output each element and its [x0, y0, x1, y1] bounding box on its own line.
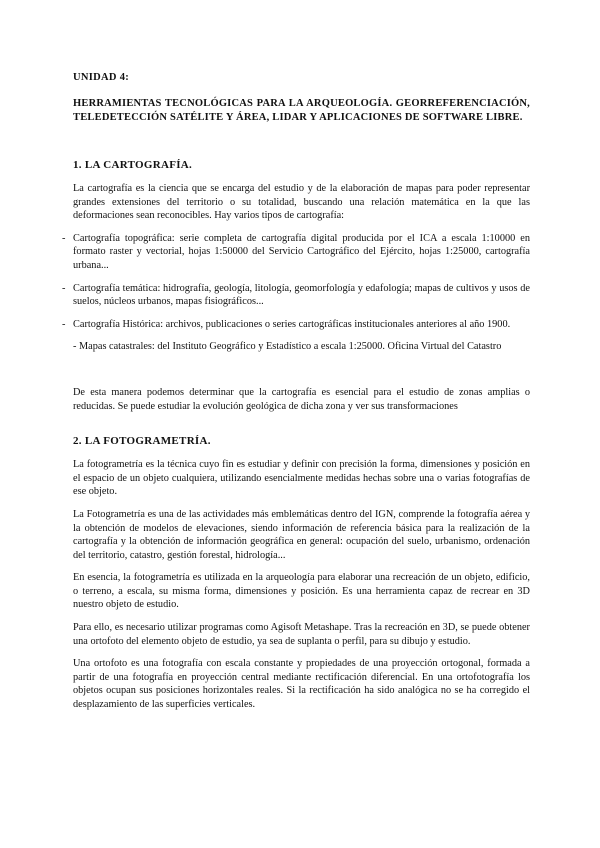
document-page [73, 72, 530, 721]
section-2-paragraph: La Fotogrametría es una de las actividades más emblemáticas dentro del IGN, comprende la fotografía aérea y la obtención de modelos de elevaciones, siendo información de referencia básica para la realización de la cartografía y la obtención de información geográfica en general: ocupación del suelo, urbanismo, ordenación del territorio, catastro, gestión forestal, hidrología... [73, 508, 530, 561]
cadastral-maps-item: - Mapas catastrales: del Instituto Geográfico y Estadístico a escala 1:25000. Oficina Virtual del Catastro [73, 341, 502, 353]
section-1-conclusion: De esta manera podemos determinar que la cartografía es esencial para el estudio de zonas amplias o reducidas. Se puede estudiar la evolución geológica de dicha zona y ver sus transformaciones [73, 386, 530, 412]
section-2-paragraph: Una ortofoto es una fotografía con escala constante y propiedades de una proyección ortogonal, formada a partir de una fotografía en proyección central mediante rectificación diferencial. En una ortofotografía los objetos ocupan sus posiciones horizontales reales. Si la rectificación ha sido analógica no se ha corregido el desplazamiento de las superficies verticales. [73, 658, 530, 711]
document-title: HERRAMIENTAS TECNOLÓGICAS PARA LA ARQUEOLOGÍA. GEORREFERENCIACIÓN, TELEDETECCIÓN SATÉLITE Y ÁREA, LIDAR Y APLICACIONES DE SOFTWARE LIBRE. [73, 98, 530, 123]
section-1-intro: La cartografía es la ciencia que se encarga del estudio y de la elaboración de mapas para poder representar grandes extensiones del territorio o su totalidad, buscando una relación matemática en la que las deformaciones sean reconocibles. Hay varios tipos de cartografía: [73, 183, 530, 222]
list-item: - Cartografía topográfica: serie completa de cartografía digital producida por el ICA a escala 1:10000 en formato raster y vectorial, hojas 1:50000 del Servicio Cartográfico del Ejército, hojas 1:25000, cartografía urbana... [62, 232, 530, 273]
section-2-paragraph: Para ello, es necesario utilizar programas como Agisoft Metashape. Tras la recreación en 3D, se puede obtener una ortofoto del elemento objeto de estudio, ya sea de suplanta o perfil, para su dibujo y estudio. [73, 622, 530, 647]
list-item: - Cartografía Histórica: archivos, publicaciones o series cartográficas institucionales anteriores al año 1900. [62, 318, 530, 332]
unit-label: UNIDAD 4: [73, 72, 130, 83]
list-item: - Cartografía temática: hidrografía, geología, litología, geomorfología y edafología; mapas de cultivos y usos de suelos, núcleos urbanos, mapas fisiográficos... [62, 282, 530, 309]
section-2-heading: 2. LA FOTOGRAMETRÍA. [73, 435, 211, 448]
section-2-paragraph: En esencia, la fotogrametría es utilizada en la arqueología para elaborar una recreación de un objeto, edificio, o terreno, a escala, su misma forma, dimensiones y posición. Es una herramienta capaz de recrear en 3D nuestro objeto de estudio. [73, 572, 530, 611]
section-1-heading: 1. LA CARTOGRAFÍA. [73, 159, 193, 171]
cartography-types-list [73, 232, 530, 332]
section-2-paragraph: La fotogrametría es la técnica cuyo fin es estudiar y definir con precisión la forma, dimensiones y posición en el espacio de un objeto cualquiera, utilizando esencialmente medidas hechas sobre una o varias fotografías de ese objeto. [73, 459, 530, 498]
